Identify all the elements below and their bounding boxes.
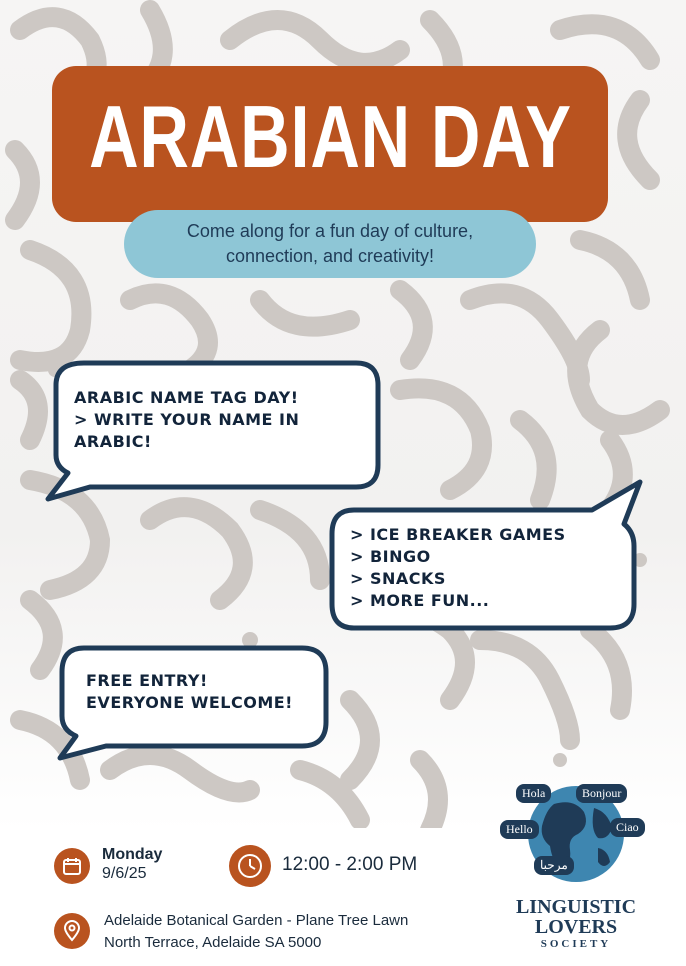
logo-name-line-2: LOVERS bbox=[534, 916, 618, 938]
event-date: 9/6/25 bbox=[102, 865, 147, 882]
subtitle-line-2: connection, and creativity! bbox=[225, 246, 435, 266]
bubble-2-line-2: > BINGO bbox=[350, 547, 431, 566]
bubble-1-line-3: ARABIC! bbox=[74, 432, 152, 451]
calendar-icon bbox=[54, 848, 90, 884]
speech-bubble-activities bbox=[324, 476, 646, 640]
speech-bubble-free-entry bbox=[50, 642, 334, 764]
subtitle-line-1: Come along for a fun day of culture, bbox=[186, 221, 474, 241]
location-pin-icon bbox=[54, 913, 90, 949]
location-line-2: North Terrace, Adelaide SA 5000 bbox=[104, 934, 322, 951]
bubble-1-line-2: > WRITE YOUR NAME IN bbox=[74, 410, 300, 429]
bubble-3-line-2: EVERYONE WELCOME! bbox=[86, 693, 293, 712]
bubble-2-line-1: > ICE BREAKER GAMES bbox=[350, 525, 566, 544]
greeting-hola: Hola bbox=[516, 784, 551, 803]
event-title: ARABIAN DAY bbox=[88, 87, 572, 186]
greeting-marhaba: مرحبا bbox=[534, 856, 574, 875]
title-banner bbox=[52, 66, 608, 222]
greeting-hello: Hello bbox=[500, 820, 539, 839]
event-day: Monday bbox=[102, 846, 163, 863]
greeting-bonjour: Bonjour bbox=[576, 784, 627, 803]
logo-name-line-1: LINGUISTIC bbox=[515, 896, 637, 918]
greeting-ciao: Ciao bbox=[610, 818, 645, 837]
bubble-2-line-4: > MORE FUN... bbox=[350, 591, 490, 610]
linguistic-lovers-logo bbox=[494, 778, 658, 956]
location-line-1: Adelaide Botanical Garden - Plane Tree Lawn bbox=[104, 912, 409, 929]
bubble-1-line-1: ARABIC NAME TAG DAY! bbox=[74, 388, 299, 407]
bubble-3-line-1: FREE ENTRY! bbox=[86, 671, 208, 690]
logo-name-line-3: SOCIETY bbox=[540, 938, 612, 950]
bubble-2-line-3: > SNACKS bbox=[350, 569, 446, 588]
event-time: 12:00 - 2:00 PM bbox=[282, 854, 418, 875]
clock-icon bbox=[229, 845, 271, 887]
subtitle-pill bbox=[124, 210, 536, 278]
